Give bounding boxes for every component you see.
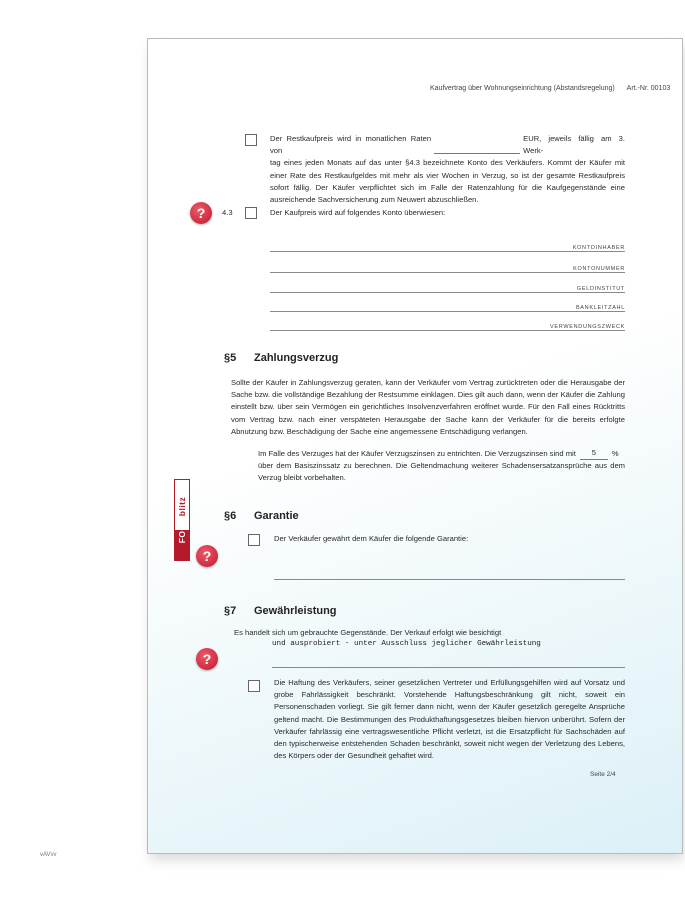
kontoinhaber-line[interactable] [270,251,625,252]
page-number: Seite 2/4 [590,771,616,778]
kontonummer-label: KONTONUMMER [573,266,625,272]
haftung-text: Die Haftung des Verkäufers, seiner gesetzlichen Vertreter und Erfüllungsgehilfen wird auf Vorsatz und grobe Fahrlässigkeit beschränkt. Vorstehende Haftungsbeschränkung gilt nicht, soweit ein Personenschaden vorliegt. Sie gilt ferner dann nicht, wenn der Käufer gesetzlich geregelte Ansprüche geltend macht. Die Bestimmungen des Produkthaftungsgesetzes bleiben hiervon unberührt. Sofern der Verkäufer fahrlässig eine vertragswesentliche Pflicht verletzt, ist die Ersatzpflicht für Sachschäden auf den typischerweise entstehenden Schaden beschränkt, soweit nicht wegen der Verletzung des Lebens, des Körpers oder der Gesundheit gehaftet wird. [274,678,625,761]
geldinstitut-line[interactable] [270,292,625,293]
gewaehrleistung-intro: Es handelt sich um gebrauchte Gegenstände. Der Verkauf erfolgt wie besichtigt [234,628,502,637]
help-icon[interactable]: ? [190,202,212,224]
rest-line1-b: EUR, jeweils fällig am 3. Werk- [523,134,625,156]
rest-paragraph: tag eines jeden Monats auf das unter §4.3 bezeichnete Konto des Verkäufers. Kommt der Käufer mit einer Rate des Restkaufgeldes mit mehr als vier Wochen in Verzug, so ist der gesamte Restkaufpreis sofort fällig. Der Käufer verpflichtet sich im Falle der Ratenzahlung für die Kaufgegenstände eine ausreichende Sachversicherung zum Neuwert abzuschließen. [270,158,625,205]
section-5-number: §5 [224,352,237,364]
section-5-paragraph-1: Sollte der Käufer in Zahlungsverzug geraten, kann der Verkäufer vom Vertrag zurücktreten oder die Herausgabe der Sache bzw. die vollständige Bezahlung der Restsumme einklagen. Dies gilt auch dann, wenn der Käufer die Zahlung einstellt bzw. über sein Vermögen ein gerichtliches Insolvenzverfahren eröffnet wurde. Für den Fall eines Rücktritts vom Vertrag bzw. nach einer verspäteten Herausgabe der Sache kann der Verkäufer für die bereits erfolgte Abnutzung bzw. Beschädigung der Sache eine angemessene Entschädigung verlangen. [231,378,625,436]
document-title: Kaufvertrag über Wohnungseinrichtung (Abstandsregelung) [430,85,615,92]
section-7-number: §7 [224,605,237,617]
section-5-title: Zahlungsverzug [254,352,339,364]
document-page [147,38,683,854]
zins-unit: % [611,449,619,458]
section-5-heading [224,352,338,364]
verzug-text-b: über dem Basiszinssatz zu berechnen. Die Geltendmachung weiterer Schadensersatzansprüche aus dem Verzug bleibt vorbehalten. [258,461,625,483]
garantie-line[interactable] [274,579,625,580]
kontonummer-line[interactable] [270,272,625,273]
checkbox-restkaufpreis[interactable] [245,134,257,146]
section-6-number: §6 [224,510,237,522]
header-line [430,85,670,92]
gewaehrleistung-typed[interactable]: und ausprobiert - unter Ausschluss jeglicher Gewährleistung [272,640,541,648]
kontoinhaber-label: KONTOINHABER [572,245,625,251]
bankleitzahl-line[interactable] [270,311,625,312]
section-7-title: Gewährleistung [254,605,337,617]
brand-part-2: blitz [177,496,187,517]
konto-text: Der Kaufpreis wird auf folgendes Konto überwiesen: [270,208,446,217]
rate-amount-blank[interactable] [434,153,520,154]
verwendungszweck-line[interactable] [270,330,625,331]
help-icon[interactable]: ? [196,648,218,670]
geldinstitut-label: GELDINSTITUT [576,286,625,292]
konto-fields [270,237,625,337]
section-6-title: Garantie [254,510,299,522]
garantie-text: Der Verkäufer gewährt dem Käufer die folgende Garantie: [274,534,469,543]
formblitz-logo [174,479,190,561]
brand-part-1: FORM [177,516,187,544]
section-number-4-3: 4.3 [222,208,233,217]
checkbox-konto[interactable] [245,207,257,219]
section-6-heading [224,510,299,522]
gewaehrleistung-line[interactable] [272,667,625,668]
section-7-heading [224,605,337,617]
help-icon[interactable]: ? [196,545,218,567]
rest-line1-a: Der Restkaufpreis wird in monatlichen Raten von [270,134,432,156]
section-5-paragraph-2 [258,447,625,485]
bankleitzahl-label: BANKLEITZAHL [575,305,625,311]
checkbox-haftung[interactable] [248,680,260,692]
verzug-text-a: Im Falle des Verzuges hat der Käufer Verzugszinsen zu entrichten. Die Verzugszinsen sind mit [258,449,576,458]
zins-value[interactable]: 5 [580,447,608,460]
restkaufpreis-text [270,133,625,206]
watermark-text: vAVvv [40,852,57,858]
checkbox-garantie[interactable] [248,534,260,546]
article-number: Art.-Nr. 00103 [626,85,671,92]
verwendungszweck-label: VERWENDUNGSZWECK [550,324,625,330]
